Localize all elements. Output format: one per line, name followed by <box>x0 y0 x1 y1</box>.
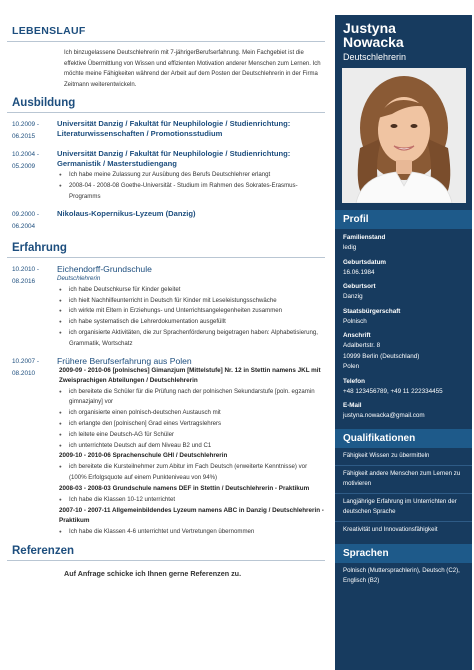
field-value: +48 123456789, +49 11 222334455 <box>343 387 443 395</box>
entry-title: Nikolaus-Kopernikus-Lyzeum (Danzig) <box>57 208 196 218</box>
entry-subheading: 2009-09 - 2010-06 [polnisches] Gimanzjum [Mittelstufe] Nr. 12 in Stettin namens JKL mit Zweisprachigen Abteilungen / Deutschlehrerin <box>59 366 321 384</box>
entry-date-end: 05.2009 <box>12 163 36 171</box>
entry-subheading: 2009-10 - 2010-06 Sprachenschule GHI / Deutschlehrerin <box>59 452 228 460</box>
list-item: ● ich habe Deutschkurse für Kinder geleitet <box>69 285 325 296</box>
list-item: ● Ich habe die Klassen 4-6 unterrichtet und Vertretungen übernommen <box>69 527 325 538</box>
job-title: Deutschlehrerin <box>343 52 407 62</box>
education-heading: Ausbildung <box>7 94 325 113</box>
profile-photo <box>342 68 466 203</box>
qualifications-heading: Qualifikationen <box>335 429 472 448</box>
education-entry <box>7 149 325 202</box>
experience-entry <box>7 356 325 538</box>
references-heading: Referenzen <box>7 542 325 561</box>
list-item: ● ich organisierte einen polnisch-deutschen Austausch mit <box>69 408 325 419</box>
experience-entry <box>7 264 325 350</box>
entry-title: Eichendorff-Grundschule <box>57 263 152 274</box>
last-name: Nowacka <box>343 34 404 50</box>
qualification-item: Fähigkeit andere Menschen zum Lernen zu motivieren <box>335 466 472 494</box>
entry-date-end: 08.2016 <box>12 277 36 285</box>
entry-date-start: 10.2004 - <box>12 151 40 159</box>
entry-date-end: 06.2004 <box>12 222 36 230</box>
field-value: 16.06.1984 <box>343 268 375 276</box>
education-entry <box>7 119 325 143</box>
field-value: Adalbertstr. 8 10999 Berlin (Deutschland) Polen <box>343 342 420 370</box>
experience-heading: Erfahrung <box>7 239 325 258</box>
field-label: Geburtsort <box>343 283 376 290</box>
entry-date-end: 08.2010 <box>12 369 36 377</box>
list-item: ● ich hielt Nachhilfeunterricht in Deutsch für Kinder mit Leseleistungsschwäche <box>69 296 325 307</box>
list-item: ● ich leitete eine Deutsch-AG für Schüler <box>69 430 325 441</box>
page-title: LEBENSLAUF <box>7 18 325 42</box>
list-item: ● Ich habe meine Zulassung zur Ausübung des Berufs Deutschlehrer erlangt <box>69 170 325 181</box>
list-item: ● ich unterrichtete Deutsch auf dem Niveau B2 und C1 <box>69 441 325 452</box>
list-item: ● Ich habe die Klassen 10-12 unterrichtet <box>69 495 325 506</box>
field-label: Staatsbürgerschaft <box>343 307 401 315</box>
intro-text: Ich binzugelassene Deutschlehrerin mit 7-jährigerBerufserfahrung. Mein Fachgebiet ist die effektive Übermittlung von Wissen und effizienten Motivation anderer Menschen zum Lernen. Ich möchte meine Fähigkeiten während der Arbeit auf dem Posten der Deutschlehrerin in der Firma Zeitmann weiterentwickeln. <box>64 50 321 88</box>
references-text: Auf Anfrage schicke ich Ihnen gerne Referenzen zu. <box>64 568 242 578</box>
qualification-item: Kreativität und Innovationsfähigkeit <box>343 525 438 533</box>
email-link[interactable]: justyna.nowacka@gmail.com <box>343 412 425 419</box>
qualification-item: Langjährige Erfahrung im Unterrichten der deutschen Sprache <box>335 494 472 522</box>
entry-date-start: 10.2009 - <box>12 121 40 129</box>
field-value: Polnisch <box>343 317 367 325</box>
first-name: Justyna <box>343 20 396 36</box>
languages-text: Polnisch (Muttersprachlerin), Deutsch (C2), Englisch (B2) <box>343 566 460 584</box>
field-label: Geburtsdatum <box>343 258 387 266</box>
profile-heading: Profil <box>335 210 472 229</box>
entry-title: Universität Danzig / Fakultät für Neuphilologie / Studienrichtung: Literaturwissenschaften / Promotionsstudium <box>57 119 291 139</box>
entry-subheading: 2007-10 - 2007-11 Allgemeinbildendes Lyzeum namens ABC in Danzig / Deutschlehrerin - Praktikum <box>59 506 324 524</box>
sidebar <box>335 15 472 670</box>
field-label: Telefon <box>343 377 365 385</box>
list-item: ● 2008-04 - 2008-08 Goethe-Universität - Studium im Rahmen des Sokrates-Erasmus-Programms <box>69 181 325 203</box>
entry-subtitle: Deutschlehrerin <box>57 274 101 282</box>
list-item: ● ich organisierte Aktivitäten, die zur Sprachenförderung beigetragen haben: Alphabetisierung, Grammatik, Wortschatz <box>69 328 325 350</box>
entry-title: Universität Danzig / Fakultät für Neuphilologie / Studienrichtung: Germanistik / Masterstudiengang <box>57 149 291 169</box>
list-item: ● ich erlangte den [polnischen] Grad eines Vertragslehrers <box>69 419 325 430</box>
entry-date-start: 09.2000 - <box>12 210 40 218</box>
main-column <box>7 18 325 578</box>
field-label: Anschrift <box>343 332 371 339</box>
list-item: ● ich bereitete die Schüler für die Prüfung nach der polnischen Sekundarstufe [poln. egzamin gimnazjalny] vor <box>69 387 325 409</box>
field-value: Danzig <box>343 293 363 300</box>
entry-subheading: 2008-03 - 2008-03 Grundschule namens DEF in Stettin / Deutschlehrerin - Praktikum <box>59 484 310 492</box>
qualification-item: Fähigkeit Wissen zu übermitteln <box>335 448 472 466</box>
entry-date-start: 10.2007 - <box>12 357 40 365</box>
entry-title: Frühere Berufserfahrung aus Polen <box>57 355 192 366</box>
list-item: ● ich habe systematisch die Lehrerdokumentation ausgefüllt <box>69 317 325 328</box>
languages-heading: Sprachen <box>335 544 472 563</box>
list-item: ● ich wirkte mit Eltern in Erziehungs- und Unterrichtsangelegenheiten zusammen <box>69 306 325 317</box>
list-item: ● ich bereitete die Kursteilnehmer zum Abitur im Fach Deutsch (erweiterte Kenntnisse) vor (100% Erfolgsquote auf einem Punkteniveau von 94%) <box>69 462 325 484</box>
entry-date-start: 10.2010 - <box>12 265 40 273</box>
entry-date-end: 06.2015 <box>12 133 36 141</box>
field-label: Familienstand <box>343 234 386 241</box>
field-value: ledig <box>343 244 357 251</box>
field-label: E-Mail <box>343 402 362 409</box>
education-entry <box>7 209 325 233</box>
